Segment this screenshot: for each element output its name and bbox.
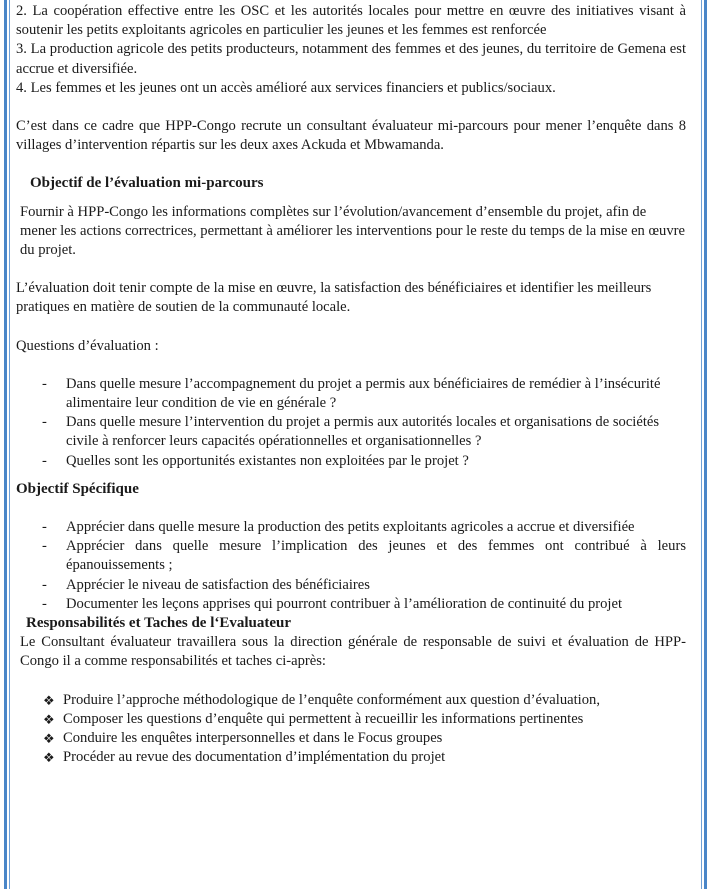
diamond-bullet-icon: ❖ xyxy=(43,750,55,766)
specific-heading: Objectif Spécifique xyxy=(16,480,139,497)
diamond-bullet-icon: ❖ xyxy=(43,692,55,708)
dash-marker: - xyxy=(42,576,47,593)
specific-list xyxy=(16,518,686,614)
objective-heading: Objectif de l’évaluation mi-parcours xyxy=(30,175,264,192)
responsibilities-paragraph: Le Consultant évaluateur travaillera sous la direction générale de responsable de suivi et évaluation de HPP-Congo il a comme responsabilités et taches ci-après: xyxy=(20,634,686,670)
responsibilities-list xyxy=(16,691,686,768)
dash-marker: - xyxy=(42,595,47,612)
dash-marker: - xyxy=(42,519,47,536)
list-item: - Apprécier le niveau de satisfaction des bénéficiaires xyxy=(16,576,686,595)
list-item: ❖ Procéder au revue des documentation d’implémentation du projet xyxy=(16,748,686,767)
document-page xyxy=(16,2,686,768)
questions-list xyxy=(16,375,686,471)
intro-item-3: 3. La production agricole des petits producteurs, notamment des femmes et des jeunes, du territoire de Gemena est accrue et diversifiée. xyxy=(16,41,686,77)
dash-marker: - xyxy=(42,452,47,469)
list-item: - Documenter les leçons apprises qui pourront contribuer à l’amélioration de continuité du projet xyxy=(16,595,686,614)
objective-paragraph-2: L’évaluation doit tenir compte de la mise en œuvre, la satisfaction des bénéficiaires et identifier les meilleurs pratiques en matière de soutien de la communauté locale. xyxy=(16,280,652,316)
dash-marker: - xyxy=(42,538,47,555)
context-paragraph: C’est dans ce cadre que HPP-Congo recrute un consultant évaluateur mi-parcours pour mener l’enquête dans 8 villages d’intervention répartis sur les deux axes Ackuda et Mbwamanda. xyxy=(16,118,686,154)
list-item: - Apprécier dans quelle mesure la production des petits exploitants agricoles a accrue et diversifiée xyxy=(16,518,686,537)
list-item: - Quelles sont les opportunités existantes non exploitées par le projet ? xyxy=(16,452,686,471)
objective-paragraph-1: Fournir à HPP-Congo les informations complètes sur l’évolution/avancement d’ensemble du projet, afin de mener les actions correctrices, permettant à améliorer les interventions pour le reste du temps de la mise en œuvre du projet. xyxy=(20,203,685,259)
list-item: - Apprécier dans quelle mesure l’implication des jeunes et des femmes ont contribué à leurs épanouissements ; xyxy=(42,538,686,574)
list-item: - Dans quelle mesure l’intervention du projet a permis aux autorités locales et organisations de sociétés civile à renforcer leurs capacités opérationnelles et organisationnelles ? xyxy=(42,414,660,450)
list-item: - Dans quelle mesure l’accompagnement du projet a permis aux bénéficiaires de remédier à l’insécurité alimentaire leur condition de vie en générale ? xyxy=(42,375,661,412)
list-item: ❖ Conduire les enquêtes interpersonnelles et dans le Focus groupes xyxy=(16,729,686,748)
responsibilities-heading: Responsabilités et Taches de l‘Evaluateur xyxy=(26,615,292,632)
list-item: ❖ Composer les questions d’enquête qui permettent à recueillir les informations pertinentes xyxy=(16,710,686,729)
questions-label: Questions d’évaluation : xyxy=(16,337,159,354)
diamond-bullet-icon: ❖ xyxy=(43,711,55,727)
list-item: ❖ Produire l’approche méthodologique de l’enquête conformément aux question d’évaluation, xyxy=(16,691,686,710)
intro-list xyxy=(16,2,686,98)
intro-item-4: 4. Les femmes et les jeunes ont un accès amélioré aux services financiers et publics/sociaux. xyxy=(16,79,556,96)
intro-item-2: 2. La coopération effective entre les OSC et les autorités locales pour mettre en œuvre des initiatives visant à soutenir les petits exploitants agricoles en particulier les jeunes et les femmes est renforcée xyxy=(16,3,686,39)
diamond-bullet-icon: ❖ xyxy=(43,731,55,747)
dash-marker: - xyxy=(42,414,47,431)
dash-marker: - xyxy=(42,375,47,392)
